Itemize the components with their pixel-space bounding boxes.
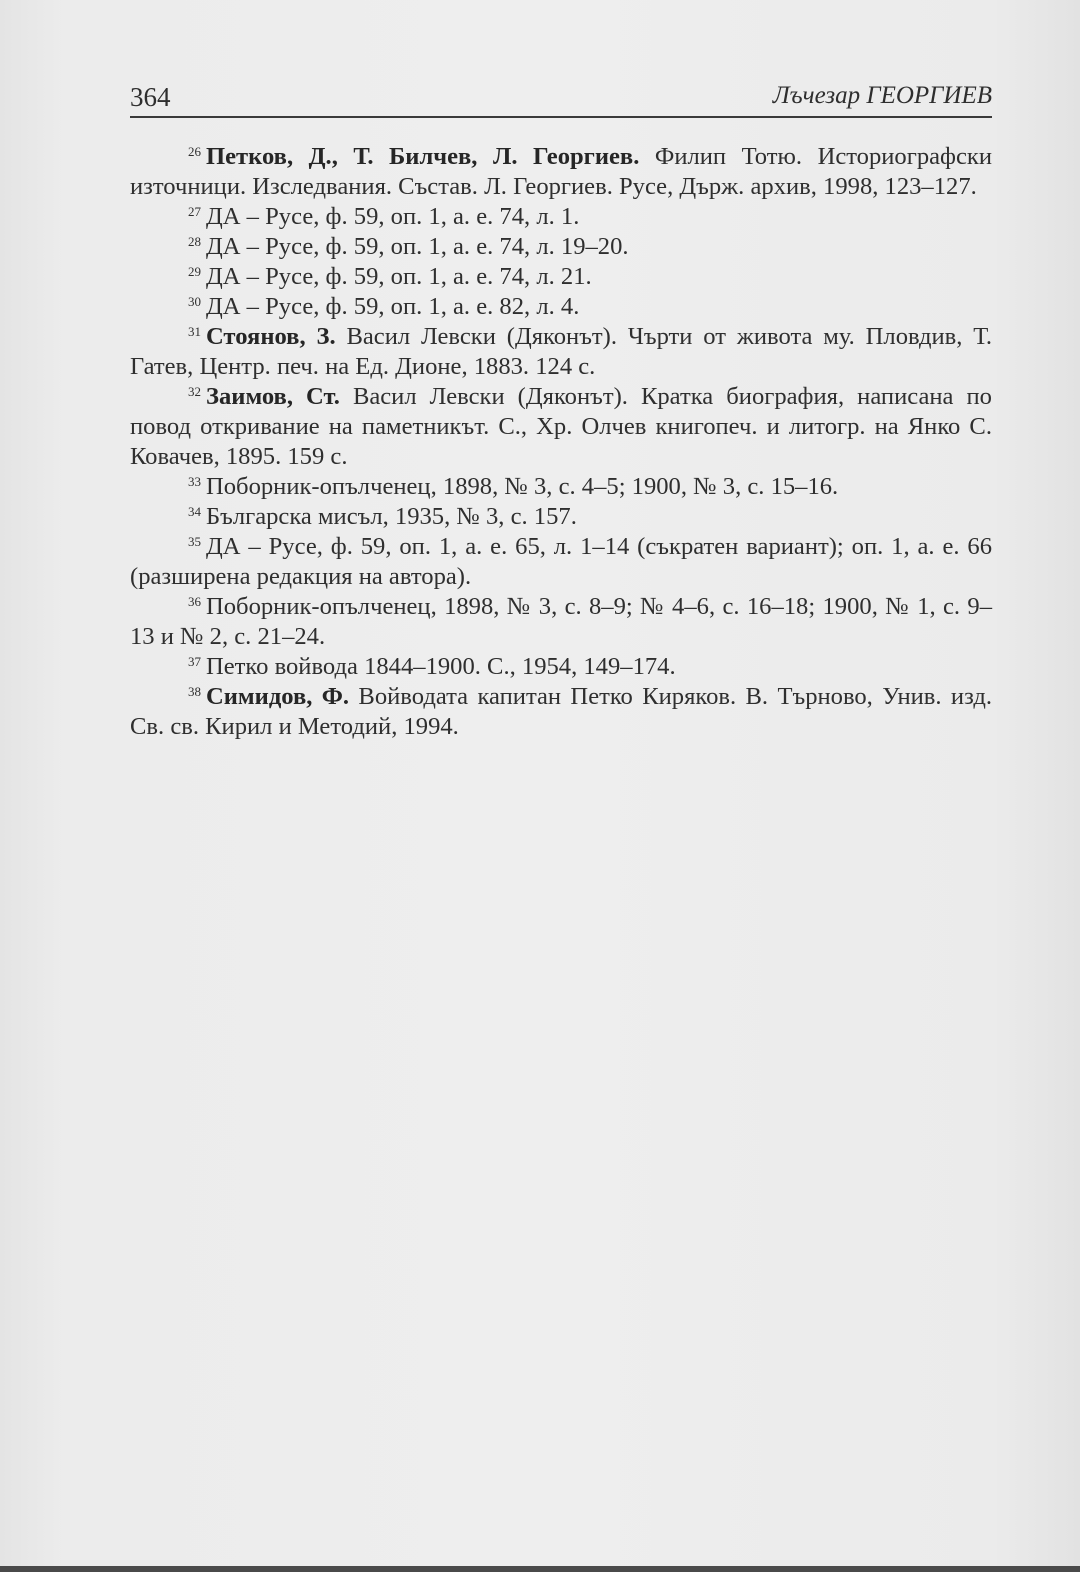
footnote-author: Стоянов, З. [206, 323, 336, 350]
footnote [130, 292, 992, 322]
footnote-text: Васил Левски (Дяконът). Чърти от живота му. Пловдив, Т. Гатев, Центр. печ. на Ед. Дионе, 1883. 124 с. [130, 323, 993, 380]
footnote-author: Симидов, Ф. [206, 683, 350, 710]
footnote [130, 532, 992, 592]
footnote-number: 31 [188, 324, 201, 339]
footnote-text: ДА – Русе, ф. 59, оп. 1, а. е. 82, л. 4. [206, 293, 580, 320]
footnote-number: 29 [188, 264, 201, 279]
footnote-text: ДА – Русе, ф. 59, оп. 1, а. е. 74, л. 19–20. [206, 233, 629, 260]
footnote-number: 26 [188, 144, 201, 159]
footnote-text: Поборник-опълченец, 1898, № 3, с. 8–9; № 4–6, с. 16–18; 1900, № 1, с. 9–13 и № 2, с. 21–24. [130, 593, 992, 650]
page-number: 364 [130, 82, 171, 112]
footnotes-list [130, 142, 992, 742]
footnote-number: 36 [188, 594, 201, 609]
footnote-number: 32 [188, 384, 201, 399]
footnote-text: Филип Тотю. Историографски източници. Изследвания. Състав. Л. Георгиев. Русе, Държ. архив, 1998, 123–127. [130, 143, 992, 200]
page-header [130, 80, 992, 118]
footnote [130, 472, 992, 502]
footnote [130, 262, 992, 292]
footnote [130, 202, 992, 232]
footnote-number: 37 [188, 654, 201, 669]
footnote [130, 592, 992, 652]
footnote [130, 682, 992, 742]
scan-bottom-edge [0, 1566, 1080, 1572]
footnote-text: ДА – Русе, ф. 59, оп. 1, а. е. 65, л. 1–14 (съкратен вариант); оп. 1, а. е. 66 (разширена редакция на автора). [130, 533, 992, 590]
footnote [130, 652, 992, 682]
footnote-text: Поборник-опълченец, 1898, № 3, с. 4–5; 1900, № 3, с. 15–16. [206, 473, 839, 500]
footnote-text: Българска мисъл, 1935, № 3, с. 157. [206, 503, 577, 530]
footnote [130, 232, 992, 262]
footnote-text: Васил Левски (Дяконът). Кратка биография, написана по повод откривание на паметникът. С., Хр. Олчев книгопеч. и литогр. на Янко С. Ковачев, 1895. 159 с. [130, 383, 992, 470]
footnote-text: ДА – Русе, ф. 59, оп. 1, а. е. 74, л. 1. [206, 203, 580, 230]
footnote-number: 28 [188, 234, 201, 249]
footnote-number: 35 [188, 534, 201, 549]
footnote-number: 34 [188, 504, 201, 519]
footnote-number: 38 [188, 684, 201, 699]
footnote-text: Петко войвода 1844–1900. С., 1954, 149–174. [206, 653, 676, 680]
footnote-text: ДА – Русе, ф. 59, оп. 1, а. е. 74, л. 21. [206, 263, 592, 290]
footnote-number: 33 [188, 474, 201, 489]
footnote-author: Петков, Д., Т. Билчев, Л. Георгиев. [206, 143, 640, 170]
footnote-author: Заимов, Ст. [206, 383, 340, 410]
footnote-text: Войводата капитан Петко Киряков. В. Търново, Унив. изд. Св. св. Кирил и Методий, 1994. [130, 683, 992, 740]
footnote [130, 502, 992, 532]
running-head-author: Лъчезар ГЕОРГИЕВ [772, 82, 992, 109]
footnote [130, 382, 992, 472]
footnote-number: 30 [188, 294, 201, 309]
footnote [130, 322, 992, 382]
footnote [130, 142, 992, 202]
footnote-number: 27 [188, 204, 201, 219]
